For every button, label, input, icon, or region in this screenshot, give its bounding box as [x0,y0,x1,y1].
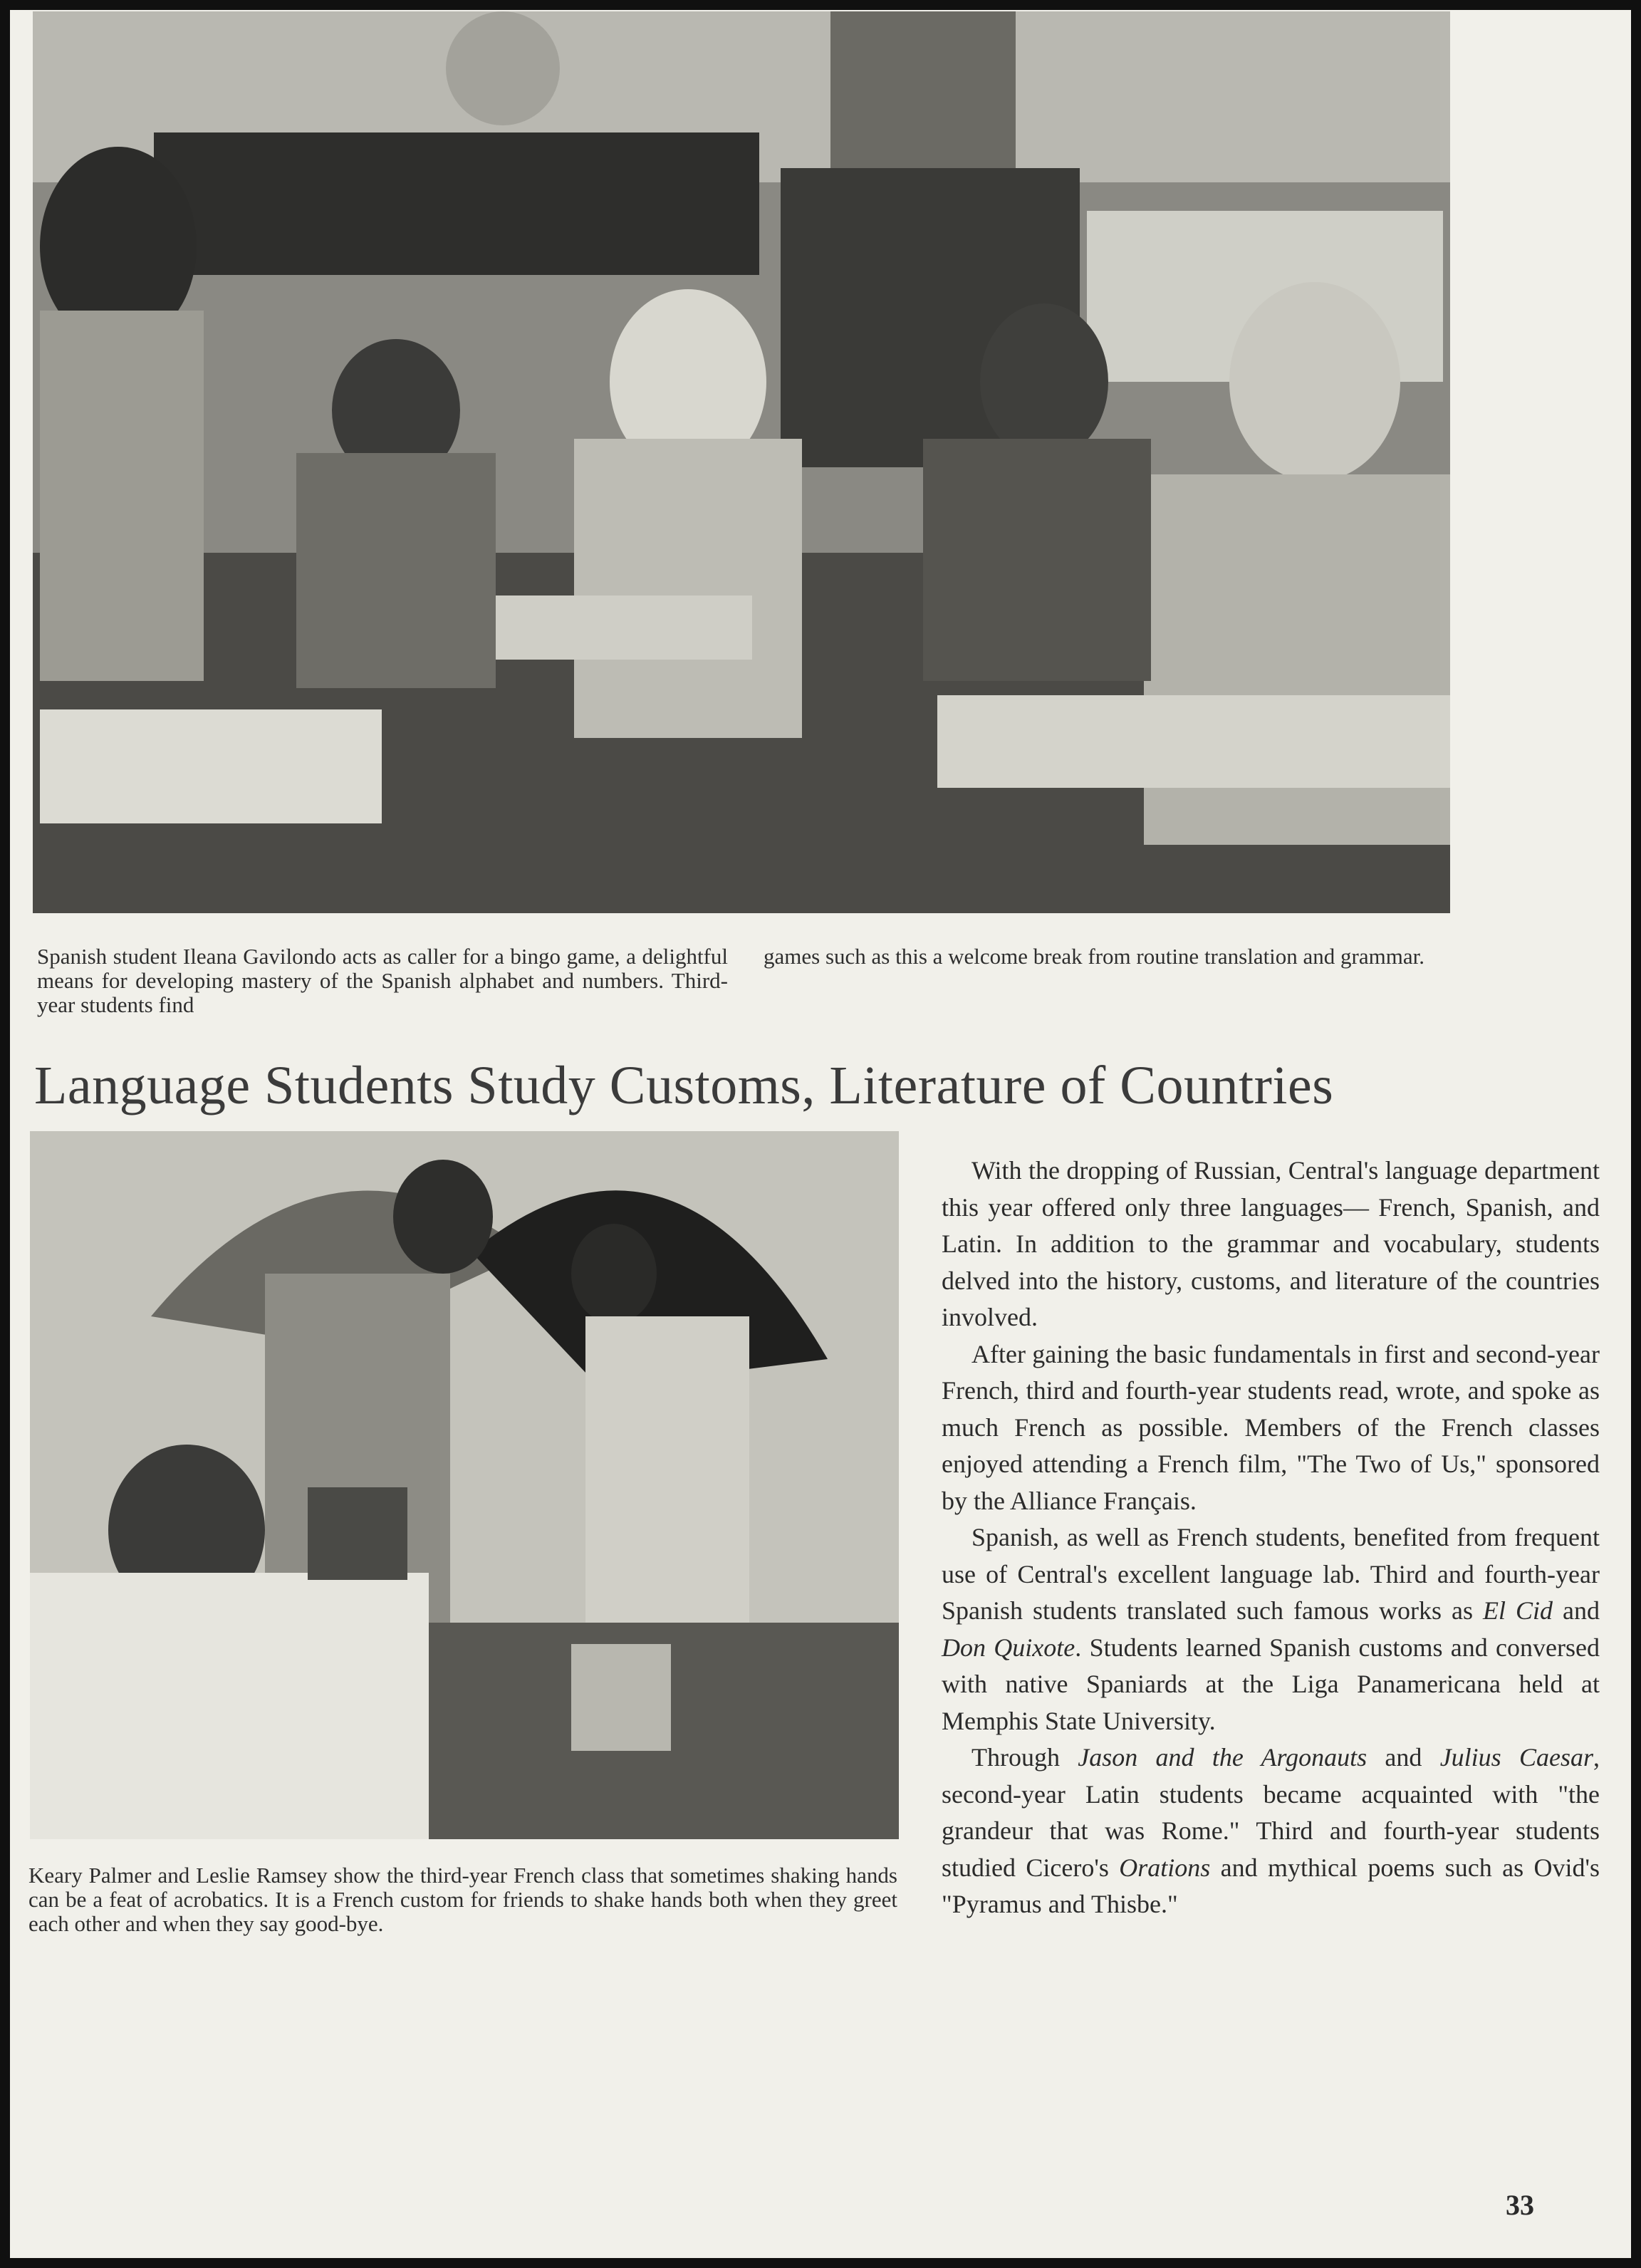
title-don-quixote: Don Quixote [942,1633,1075,1662]
classroom-photo-illustration [33,11,1450,913]
paragraph-3-text: and [1553,1596,1600,1625]
paragraph-3-text: . Students learned Spanish customs and conversed with native Spaniards at the Liga Panamericana held at Memphis State University. [942,1633,1600,1735]
french-class-umbrella-photo [30,1131,899,1839]
paragraph-4-text: , second-year Latin students became acquainted with "the grandeur that was Rome." Third and fourth-year students studied Cicero's [942,1743,1600,1882]
paragraph-4-text: Through [971,1743,1078,1772]
top-photo-caption-column-1: Spanish student Ileana Gavilondo acts as caller for a bingo game, a delightful means for developing mastery of the Spanish alphabet and numbers. Third-year students find [37,944,728,1017]
title-orations: Orations [1119,1853,1211,1882]
paragraph-4 [942,1739,1600,1923]
title-julius-caesar: Julius Caesar [1439,1743,1593,1772]
paragraph-3 [942,1519,1600,1739]
paragraph-4-text: and mythical poems such as Ovid's "Pyramus and Thisbe." [942,1853,1600,1918]
paragraph-3-text: Spanish, as well as French students, benefited from frequent use of Central's excellent language lab. Third and fourth-year Spanish students translated such famous works as [942,1523,1600,1625]
bottom-photo-caption: Keary Palmer and Leslie Ramsey show the third-year French class that sometimes shaking hands can be a feat of acrobatics. It is a French custom for friends to shake hands both when they greet each other and when they say good-bye. [28,1863,897,1936]
classroom-bingo-photo [33,11,1450,913]
page-headline: Language Students Study Customs, Literature of Countries [34,1056,1334,1115]
top-photo-caption-column-2: games such as this a welcome break from routine translation and grammar. [764,944,1424,969]
page-number: 33 [1506,2189,1534,2221]
title-jason-argonauts: Jason and the Argonauts [1078,1743,1368,1772]
article-body [942,1153,1600,1923]
yearbook-page [10,10,1631,2258]
paragraph-4-text: and [1367,1743,1440,1772]
umbrella-photo-illustration [30,1131,899,1839]
paragraph-1: With the dropping of Russian, Central's language department this year offered only three languages— French, Spanish, and Latin. In addition to the grammar and vocabulary, students delved into the history, customs, and literature of the countries involved. [942,1156,1600,1331]
paragraph-2: After gaining the basic fundamentals in first and second-year French, third and fourth-year students read, wrote, and spoke as much French as possible. Members of the French classes enjoyed attending a French film, "The Two of Us," sponsored by the Alliance Français. [942,1339,1600,1515]
title-el-cid: El Cid [1482,1596,1553,1625]
